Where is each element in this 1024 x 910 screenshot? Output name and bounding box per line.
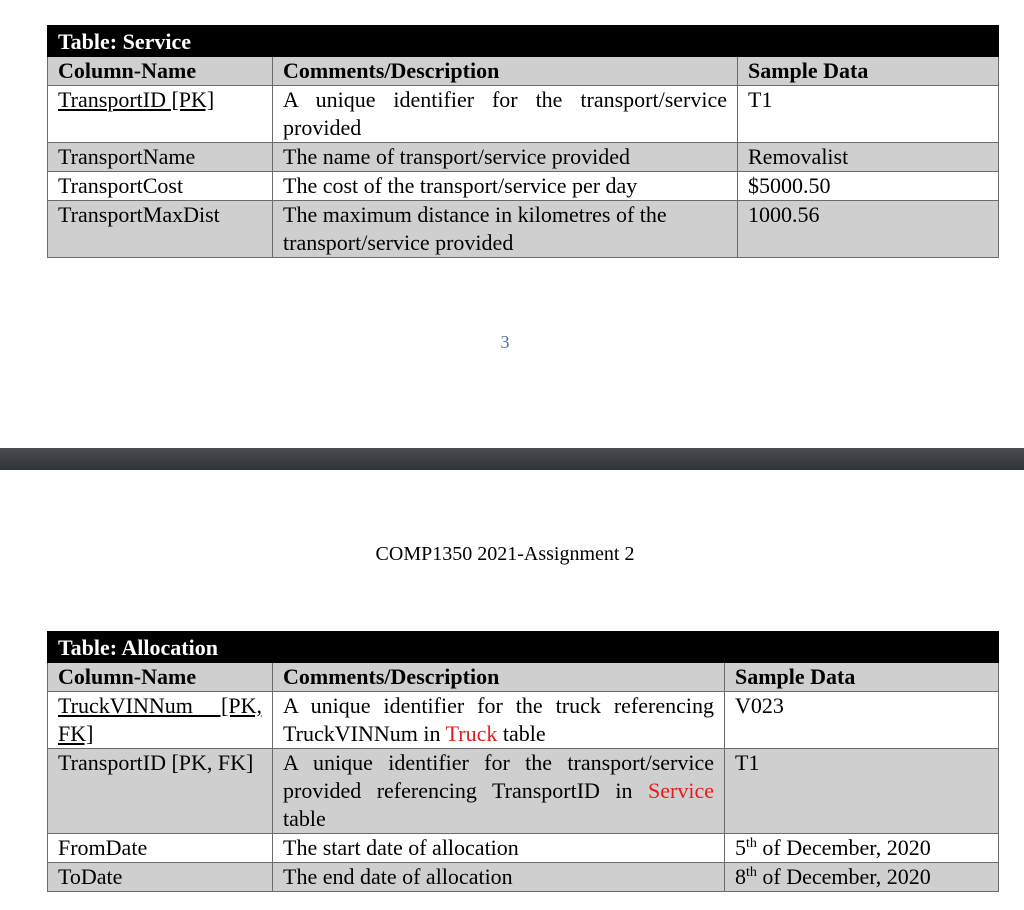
table-row [48, 692, 999, 749]
running-header: COMP1350 2021-Assignment 2 [375, 543, 635, 565]
description-cell: The maximum distance in kilometres of the transport/service provided [273, 201, 738, 258]
column-name-cell: TransportCost [48, 172, 273, 201]
header-column-name: Column-Name [48, 663, 273, 692]
column-name-cell: TransportID [PK] [58, 87, 215, 112]
description-cell: A unique identifier for the transport/service provided referencing TransportID in Service table [273, 749, 725, 834]
header-sample-data: Sample Data [738, 57, 999, 86]
sample-cell: Removalist [738, 143, 999, 172]
allocation-table-header-row [48, 663, 999, 692]
table-row [48, 86, 999, 143]
header-column-name: Column-Name [48, 57, 273, 86]
column-name-cell: ToDate [48, 863, 273, 892]
allocation-table [47, 631, 999, 892]
description-cell: A unique identifier for the transport/service provided [273, 86, 738, 143]
allocation-table-title: Table: Allocation [48, 632, 999, 663]
column-name-cell: TruckVINNum [PK, FK] [58, 693, 262, 746]
table-row [48, 834, 999, 863]
sample-cell: T1 [738, 86, 999, 143]
table-reference-highlight: Service [648, 778, 714, 803]
page-separator [0, 448, 1024, 470]
description-cell: The end date of allocation [273, 863, 725, 892]
header-comments: Comments/Description [273, 57, 738, 86]
table-reference-highlight: Truck [445, 721, 498, 746]
header-comments: Comments/Description [273, 663, 725, 692]
description-cell: The cost of the transport/service per day [273, 172, 738, 201]
description-cell: The start date of allocation [273, 834, 725, 863]
service-table-header-row [48, 57, 999, 86]
sample-cell: V023 [725, 692, 999, 749]
column-name-cell: FromDate [48, 834, 273, 863]
sample-cell: $5000.50 [738, 172, 999, 201]
header-sample-data: Sample Data [725, 663, 999, 692]
column-name-cell: TransportName [48, 143, 273, 172]
sample-cell: 1000.56 [738, 201, 999, 258]
document-page-top [0, 0, 1024, 448]
description-cell: A unique identifier for the truck referencing TruckVINNum in Truck table [273, 692, 725, 749]
table-row [48, 172, 999, 201]
column-name-cell: TransportID [PK, FK] [48, 749, 273, 834]
table-row [48, 143, 999, 172]
sample-cell: 8th of December, 2020 [725, 863, 999, 892]
page-number: 3 [500, 332, 510, 352]
document-page-bottom [0, 470, 1024, 910]
table-row [48, 201, 999, 258]
column-name-cell: TransportMaxDist [48, 201, 273, 258]
sample-cell: 5th of December, 2020 [725, 834, 999, 863]
table-row [48, 863, 999, 892]
service-table-title-row [48, 26, 999, 57]
description-cell: The name of transport/service provided [273, 143, 738, 172]
service-table-title: Table: Service [48, 26, 999, 57]
service-table [47, 25, 999, 258]
allocation-table-title-row [48, 632, 999, 663]
sample-cell: T1 [725, 749, 999, 834]
table-row [48, 749, 999, 834]
